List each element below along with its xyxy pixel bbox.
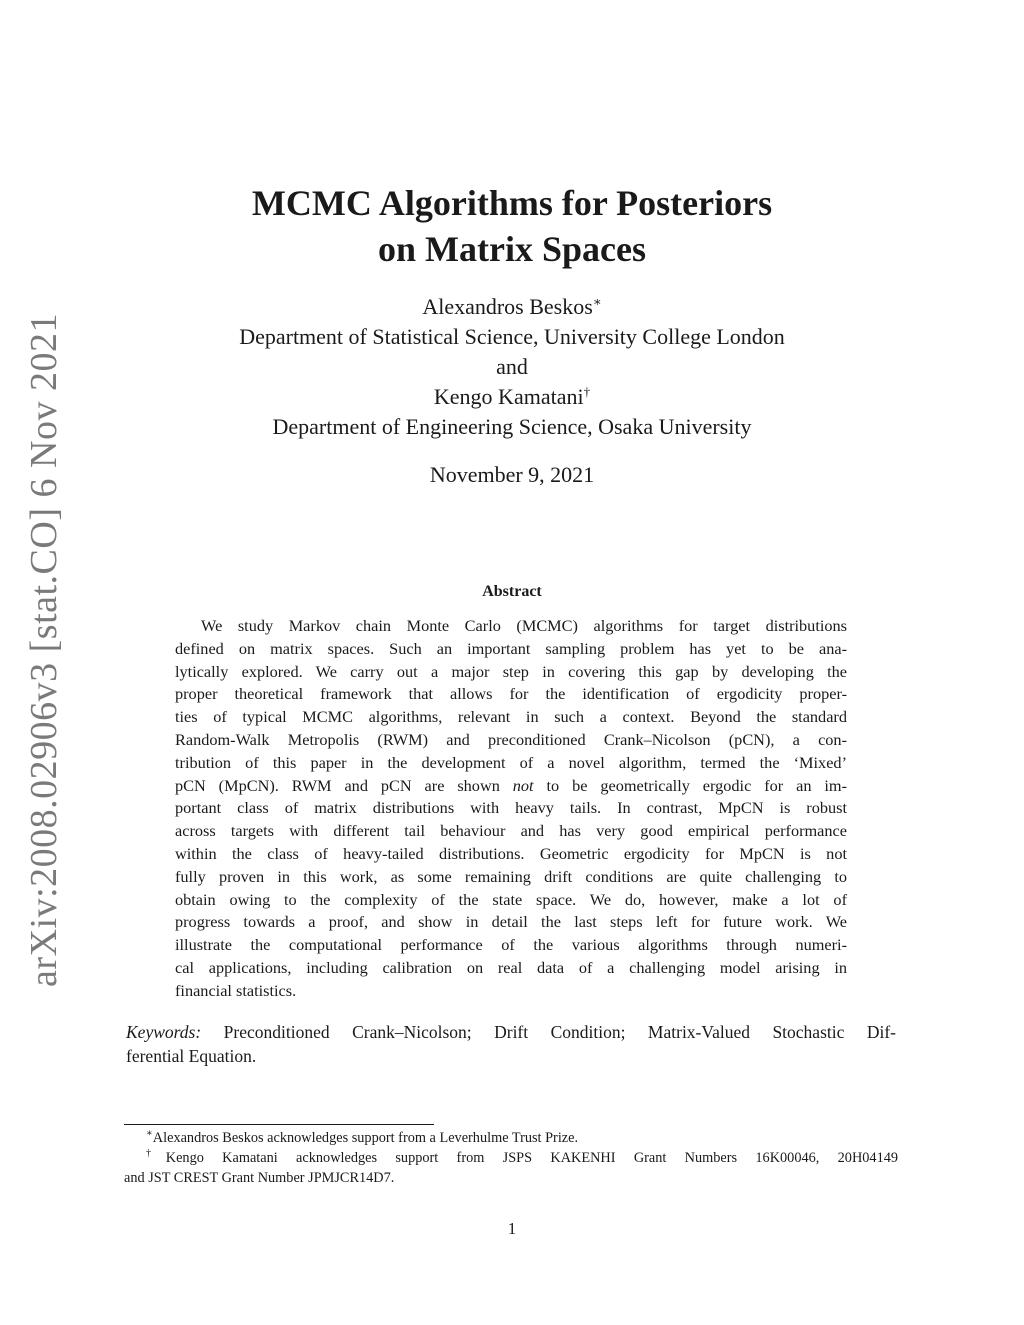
page-number: 1 [507,1219,517,1238]
keywords-text: Preconditioned Crank–Nicolson; Drift Condition; Matrix-Valued Stochastic Dif- [223,1022,896,1042]
paper-title-line-2: on Matrix Spaces [378,229,646,269]
abstract-line: tribution of this paper in the development of a novel algorithm, termed the ‘Mixed’ [175,752,847,772]
paper-title [0,180,1024,272]
footnotes [124,1128,898,1188]
abstract-emphasis: not [512,775,534,795]
author-2 [0,382,1024,412]
abstract-line: lytically explored. We carry out a major step in covering this gap by developing the [175,661,847,681]
abstract-line: within the class of heavy-tailed distributions. Geometric ergodicity for MpCN is not [175,843,847,863]
abstract-line: fully proven in this work, as some remaining drift conditions are quite challenging to [175,866,847,886]
abstract-line: ties of typical MCMC algorithms, relevant in such a context. Beyond the standard [175,707,847,727]
abstract-line: defined on matrix spaces. Such an important sampling problem has yet to be ana- [175,638,847,658]
footnote-2-mark: † [146,1148,166,1159]
abstract-text: pCN (MpCN). RWM and pCN are shown [175,775,513,795]
author-connector: and [496,354,528,379]
abstract-line: obtain owing to the complexity of the state space. We do, however, make a lot of [175,889,847,909]
publication-date: November 9, 2021 [429,462,595,487]
abstract-line: proper theoretical framework that allows for the identification of ergodicity proper- [175,684,847,704]
keywords-label: Keywords: [126,1022,202,1042]
affiliation-1: Department of Statistical Science, University College London [239,324,785,349]
footnote-divider [124,1124,434,1125]
abstract-line: progress towards a proof, and show in detail the last steps left for future work. We [175,912,847,932]
author-1 [0,292,1024,322]
keywords-line: ferential Equation. [126,1046,257,1066]
abstract-line: illustrate the computational performance of the various algorithms through numeri- [175,935,847,955]
author-block [0,292,1024,442]
author-2-footnote-mark: † [583,384,591,399]
abstract-body [175,615,847,1003]
paper-title-line-1: MCMC Algorithms for Posteriors [251,183,773,223]
footnote-2-text: Kengo Kamatani acknowledges support from JSPS KAKENHI Grant Numbers 16K00046, 20H04149 [165,1150,899,1166]
affiliation-2: Department of Engineering Science, Osaka University [272,414,752,439]
abstract-line: Random-Walk Metropolis (RWM) and preconditioned Crank–Nicolson (pCN), a con- [175,729,847,749]
author-2-name: Kengo Kamatani [433,384,584,409]
footnote-2 [124,1148,898,1168]
keywords-line [126,1020,896,1044]
abstract-line: across targets with different tail behaviour and has very good empirical performance [175,821,847,841]
abstract-line: We study Markov chain Monte Carlo (MCMC) algorithms for target distributions [201,616,847,635]
abstract-line: financial statistics. [175,980,297,1000]
footnote-1-text: Alexandros Beskos acknowledges support from a Leverhulme Trust Prize. [152,1130,579,1146]
footnote-1 [124,1128,898,1148]
footnote-2-continuation: and JST CREST Grant Number JPMJCR14D7. [124,1170,395,1186]
footnote-1-mark: ∗ [146,1128,153,1139]
abstract-heading: Abstract [482,583,542,600]
abstract-line: cal applications, including calibration on real data of a challenging model arising in [175,957,847,977]
abstract-line: portant class of matrix distributions with heavy tails. In contrast, MpCN is robust [175,798,847,818]
author-1-name: Alexandros Beskos [422,294,593,319]
author-1-footnote-mark: ∗ [592,294,602,309]
arxiv-identifier-stamp: arXiv:2008.02906v3 [stat.CO] 6 Nov 2021 [23,313,65,987]
abstract-line [175,775,847,798]
keywords [126,1020,896,1068]
abstract-text: to be geometrically ergodic for an im- [533,775,847,795]
